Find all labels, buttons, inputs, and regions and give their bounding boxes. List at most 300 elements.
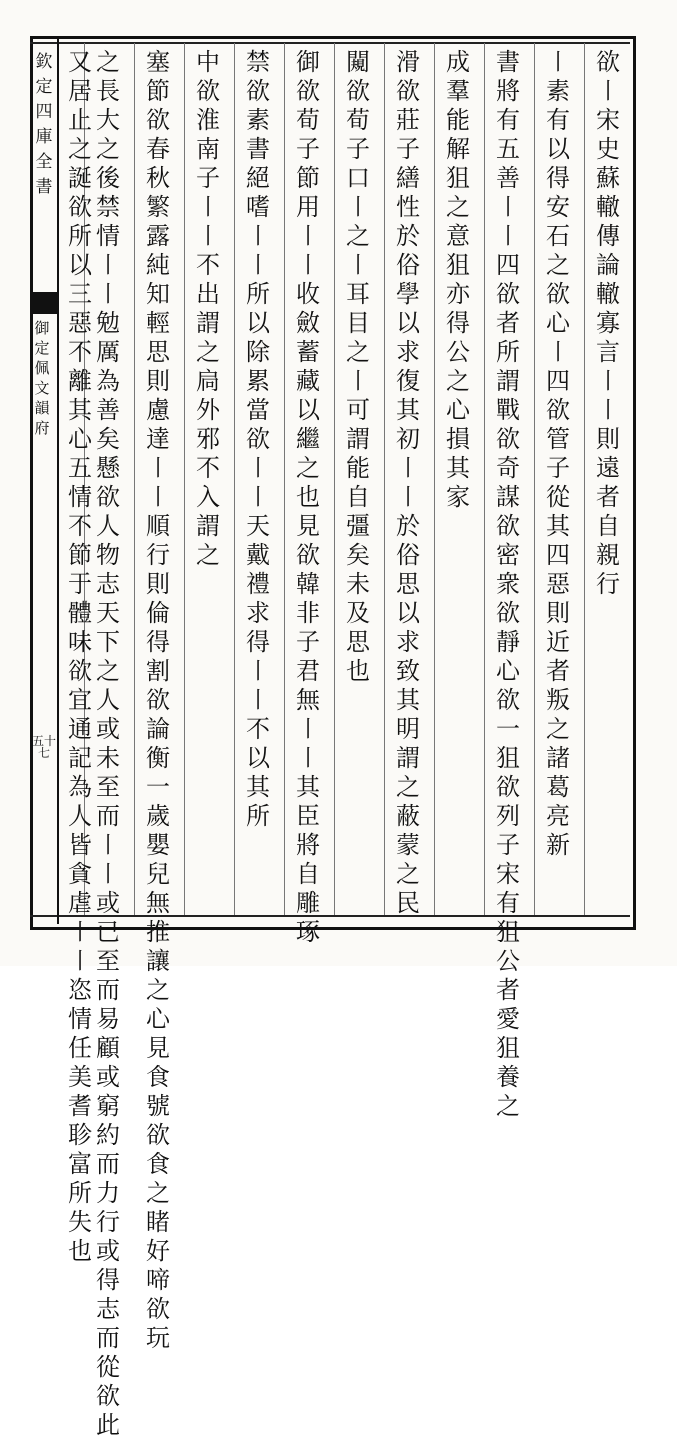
glyph: 子 xyxy=(496,831,520,859)
glyph: 為 xyxy=(96,367,120,395)
glyph: 則 xyxy=(146,570,170,598)
glyph: 親 xyxy=(596,541,620,569)
glyph: 達 xyxy=(146,425,170,453)
glyph: 欲 xyxy=(68,193,92,221)
glyph: 公 xyxy=(446,338,470,366)
glyph: 以 xyxy=(68,251,92,279)
glyph: 近 xyxy=(546,628,570,656)
glyph: 愛 xyxy=(496,1005,520,1033)
glyph: 之 xyxy=(96,135,120,163)
glyph: 虐 xyxy=(68,889,92,917)
glyph: 節 xyxy=(296,164,320,192)
glyph: 則 xyxy=(596,425,620,453)
glyph: 口 xyxy=(346,164,370,192)
glyph: 見 xyxy=(146,1034,170,1062)
glyph: 欲 xyxy=(68,657,92,685)
glyph: 禁 xyxy=(246,48,270,76)
text-column-4 xyxy=(435,48,481,908)
glyph: 君 xyxy=(296,657,320,685)
glyph: 禮 xyxy=(246,570,270,598)
glyph: 謂 xyxy=(346,425,370,453)
glyph: 〡 xyxy=(246,483,270,511)
glyph: 公 xyxy=(496,947,520,975)
glyph: 〡 xyxy=(346,193,370,221)
glyph: 聄 xyxy=(68,1121,92,1149)
glyph: 其 xyxy=(296,773,320,801)
glyph: 宋 xyxy=(596,106,620,134)
glyph: 於 xyxy=(396,512,420,540)
glyph: 節 xyxy=(146,77,170,105)
glyph: 志 xyxy=(96,570,120,598)
glyph: 出 xyxy=(196,280,220,308)
glyph: 見 xyxy=(296,512,320,540)
text-column-2 xyxy=(535,48,581,908)
glyph: 者 xyxy=(596,483,620,511)
glyph: 思 xyxy=(146,338,170,366)
glyph: 割 xyxy=(146,657,170,685)
glyph: 懸 xyxy=(96,454,120,482)
glyph: 露 xyxy=(146,222,170,250)
glyph: 從 xyxy=(96,1353,120,1381)
glyph: 〡 xyxy=(96,860,120,888)
glyph: 欲 xyxy=(96,483,120,511)
glyph: 人 xyxy=(68,802,92,830)
glyph: 雕 xyxy=(296,889,320,917)
glyph: 而 xyxy=(96,1324,120,1352)
glyph: 〡 xyxy=(246,686,270,714)
glyph: 欲 xyxy=(596,48,620,76)
glyph: 離 xyxy=(68,367,92,395)
glyph: 心 xyxy=(146,1005,170,1033)
glyph: 欲 xyxy=(246,425,270,453)
glyph: 所 xyxy=(246,280,270,308)
glyph: 之 xyxy=(496,1092,520,1120)
glyph: 之 xyxy=(396,773,420,801)
glyph: 恣 xyxy=(68,976,92,1004)
glyph: 耆 xyxy=(68,1092,92,1120)
glyph: 欲 xyxy=(296,77,320,105)
glyph: 〡 xyxy=(246,222,270,250)
glyph: 〡 xyxy=(496,193,520,221)
glyph: 宜 xyxy=(68,686,92,714)
glyph: 〡 xyxy=(96,251,120,279)
glyph: 者 xyxy=(496,976,520,1004)
glyph: 以 xyxy=(396,309,420,337)
glyph: 致 xyxy=(396,657,420,685)
glyph: 狙 xyxy=(446,164,470,192)
glyph: 彊 xyxy=(346,512,370,540)
glyph: 窮 xyxy=(96,1092,120,1120)
glyph: 善 xyxy=(496,164,520,192)
glyph: 其 xyxy=(396,396,420,424)
glyph: 或 xyxy=(96,715,120,743)
glyph: 亦 xyxy=(446,280,470,308)
glyph: 思 xyxy=(346,628,370,656)
glyph: 長 xyxy=(96,77,120,105)
glyph: 蓄 xyxy=(296,338,320,366)
glyph: 謂 xyxy=(396,744,420,772)
glyph: 秋 xyxy=(146,164,170,192)
glyph: 欲 xyxy=(196,77,220,105)
glyph: 戴 xyxy=(246,541,270,569)
glyph: 中 xyxy=(196,48,220,76)
glyph: 家 xyxy=(446,483,470,511)
side-label: 御定佩文韻府 xyxy=(34,319,50,437)
glyph: 不 xyxy=(196,454,220,482)
glyph: 誕 xyxy=(68,164,92,192)
glyph: 非 xyxy=(296,599,320,627)
glyph: 勉 xyxy=(96,309,120,337)
glyph: 天 xyxy=(96,599,120,627)
glyph: 〡 xyxy=(296,251,320,279)
glyph: 求 xyxy=(246,599,270,627)
glyph: 又 xyxy=(68,48,92,76)
glyph: 其 xyxy=(446,454,470,482)
glyph: 〡 xyxy=(246,657,270,685)
glyph: 皆 xyxy=(68,831,92,859)
glyph: 初 xyxy=(396,425,420,453)
glyph: 謂 xyxy=(496,367,520,395)
glyph: 已 xyxy=(96,918,120,946)
glyph: 狙 xyxy=(496,1034,520,1062)
glyph: 好 xyxy=(146,1237,170,1265)
glyph: 〡 xyxy=(496,222,520,250)
glyph: 性 xyxy=(396,193,420,221)
glyph: 志 xyxy=(96,1295,120,1323)
glyph: 之 xyxy=(68,135,92,163)
glyph: 〡 xyxy=(346,367,370,395)
glyph: 為 xyxy=(68,773,92,801)
text-column-10 xyxy=(135,48,181,1352)
glyph: 管 xyxy=(546,425,570,453)
glyph: 心 xyxy=(68,425,92,453)
glyph: 居 xyxy=(68,77,92,105)
glyph: 書 xyxy=(246,135,270,163)
glyph: 繼 xyxy=(296,425,320,453)
glyph: 自 xyxy=(596,512,620,540)
glyph: 貪 xyxy=(68,860,92,888)
glyph: 之 xyxy=(546,251,570,279)
glyph: 惡 xyxy=(68,309,92,337)
glyph: 欲 xyxy=(296,541,320,569)
glyph: 讓 xyxy=(146,947,170,975)
glyph: 富 xyxy=(68,1150,92,1178)
glyph: 狙 xyxy=(496,744,520,772)
glyph: 從 xyxy=(546,483,570,511)
glyph: 用 xyxy=(296,193,320,221)
glyph: 則 xyxy=(146,367,170,395)
glyph: 以 xyxy=(246,744,270,772)
glyph: 于 xyxy=(68,570,92,598)
glyph: 素 xyxy=(246,106,270,134)
glyph: 求 xyxy=(396,338,420,366)
glyph: 葛 xyxy=(546,773,570,801)
glyph: 約 xyxy=(96,1121,120,1149)
glyph: 天 xyxy=(246,512,270,540)
glyph: 而 xyxy=(96,976,120,1004)
glyph: 失 xyxy=(68,1208,92,1236)
glyph: 欲 xyxy=(496,280,520,308)
glyph: 行 xyxy=(596,570,620,598)
glyph: 韓 xyxy=(296,570,320,598)
glyph: 繁 xyxy=(146,193,170,221)
glyph: 也 xyxy=(68,1237,92,1265)
glyph: 嬰 xyxy=(146,831,170,859)
glyph: 以 xyxy=(396,599,420,627)
glyph: 言 xyxy=(596,338,620,366)
glyph: 〡 xyxy=(596,77,620,105)
glyph: 闚 xyxy=(346,48,370,76)
glyph: 未 xyxy=(346,570,370,598)
glyph: 能 xyxy=(446,106,470,134)
glyph: 〡 xyxy=(596,396,620,424)
glyph: 所 xyxy=(68,1179,92,1207)
glyph: 欲 xyxy=(546,280,570,308)
glyph: 解 xyxy=(446,135,470,163)
glyph: 之 xyxy=(96,657,120,685)
glyph: 五 xyxy=(68,454,92,482)
glyph: 知 xyxy=(146,280,170,308)
glyph: 之 xyxy=(296,454,320,482)
glyph: 論 xyxy=(596,251,620,279)
glyph: 史 xyxy=(596,135,620,163)
glyph: 所 xyxy=(68,222,92,250)
glyph: 斂 xyxy=(296,309,320,337)
glyph: 宋 xyxy=(496,860,520,888)
glyph: 慮 xyxy=(146,396,170,424)
glyph: 自 xyxy=(296,860,320,888)
glyph: 俗 xyxy=(396,251,420,279)
glyph: 其 xyxy=(546,512,570,540)
glyph: 以 xyxy=(246,309,270,337)
glyph: 者 xyxy=(546,657,570,685)
glyph: 欲 xyxy=(146,106,170,134)
glyph: 莊 xyxy=(396,106,420,134)
glyph: 羣 xyxy=(446,77,470,105)
glyph: 書 xyxy=(496,48,520,76)
glyph: 欲 xyxy=(496,425,520,453)
margin-title: 欽定四庫全書 xyxy=(35,52,53,197)
glyph: 〡 xyxy=(246,251,270,279)
glyph: 顧 xyxy=(96,1034,120,1062)
glyph: 密 xyxy=(496,541,520,569)
glyph: 〡 xyxy=(96,280,120,308)
glyph: 〡 xyxy=(546,338,570,366)
glyph: 琢 xyxy=(296,918,320,946)
glyph: 之 xyxy=(346,222,370,250)
glyph: 繕 xyxy=(396,164,420,192)
glyph: 能 xyxy=(346,454,370,482)
glyph: 號 xyxy=(146,1092,170,1120)
glyph: 遠 xyxy=(596,454,620,482)
glyph: 〡 xyxy=(246,454,270,482)
glyph: 人 xyxy=(96,512,120,540)
glyph: 之 xyxy=(446,367,470,395)
glyph: 欲 xyxy=(496,686,520,714)
glyph: 素 xyxy=(546,77,570,105)
glyph: 禁 xyxy=(96,193,120,221)
glyph: 一 xyxy=(496,715,520,743)
glyph: 子 xyxy=(296,135,320,163)
glyph: 〡 xyxy=(196,222,220,250)
glyph: 未 xyxy=(96,744,120,772)
glyph: 絕 xyxy=(246,164,270,192)
glyph: 得 xyxy=(96,1266,120,1294)
glyph: 至 xyxy=(96,947,120,975)
glyph: 於 xyxy=(396,222,420,250)
text-column-6 xyxy=(335,48,381,908)
glyph: 五 xyxy=(496,135,520,163)
glyph: 不 xyxy=(246,715,270,743)
glyph: 入 xyxy=(196,483,220,511)
glyph: 除 xyxy=(246,338,270,366)
top-rule xyxy=(30,42,630,44)
glyph: 四 xyxy=(546,367,570,395)
glyph: 有 xyxy=(496,106,520,134)
glyph: 外 xyxy=(196,396,220,424)
glyph: 四 xyxy=(496,251,520,279)
glyph: 大 xyxy=(96,106,120,134)
glyph: 臣 xyxy=(296,802,320,830)
glyph: 其 xyxy=(68,396,92,424)
glyph: 御 xyxy=(296,48,320,76)
glyph: 子 xyxy=(196,164,220,192)
glyph: 心 xyxy=(496,657,520,685)
glyph: 食 xyxy=(146,1063,170,1091)
glyph: 嗜 xyxy=(246,193,270,221)
glyph: 啼 xyxy=(146,1266,170,1294)
glyph: 養 xyxy=(496,1063,520,1091)
glyph: 思 xyxy=(396,570,420,598)
glyph: 厲 xyxy=(96,338,120,366)
glyph: 損 xyxy=(446,425,470,453)
glyph: 有 xyxy=(496,889,520,917)
glyph: 之 xyxy=(546,715,570,743)
glyph: 四 xyxy=(546,541,570,569)
glyph: 此 xyxy=(96,1411,120,1439)
glyph: 任 xyxy=(68,1034,92,1062)
glyph: 體 xyxy=(68,599,92,627)
glyph: 衆 xyxy=(496,570,520,598)
glyph: 蔽 xyxy=(396,802,420,830)
glyph: 心 xyxy=(446,396,470,424)
text-column-8 xyxy=(235,48,281,908)
glyph: 物 xyxy=(96,541,120,569)
glyph: 〡 xyxy=(68,918,92,946)
glyph: 人 xyxy=(96,686,120,714)
glyph: 〡 xyxy=(146,454,170,482)
glyph: 〡 xyxy=(68,947,92,975)
glyph: 子 xyxy=(346,135,370,163)
glyph: 無 xyxy=(146,889,170,917)
glyph: 當 xyxy=(246,396,270,424)
glyph: 石 xyxy=(546,222,570,250)
glyph: 節 xyxy=(68,541,92,569)
glyph: 情 xyxy=(68,1005,92,1033)
glyph: 之 xyxy=(146,1179,170,1207)
glyph: 蘇 xyxy=(596,164,620,192)
glyph: 欲 xyxy=(146,1121,170,1149)
glyph: 狙 xyxy=(446,251,470,279)
glyph: 記 xyxy=(68,744,92,772)
glyph: 〡 xyxy=(296,715,320,743)
glyph: 荀 xyxy=(296,106,320,134)
glyph: 邪 xyxy=(196,425,220,453)
glyph: 情 xyxy=(96,222,120,250)
glyph: 靜 xyxy=(496,628,520,656)
glyph: 之 xyxy=(196,541,220,569)
glyph: 〡 xyxy=(546,48,570,76)
glyph: 淮 xyxy=(196,106,220,134)
glyph: 止 xyxy=(68,106,92,134)
text-column-12 xyxy=(57,48,103,1265)
glyph: 轍 xyxy=(596,280,620,308)
glyph: 欲 xyxy=(96,1382,120,1410)
glyph: 子 xyxy=(396,135,420,163)
margin-black-band xyxy=(30,292,57,314)
glyph: 行 xyxy=(146,541,170,569)
glyph: 之 xyxy=(446,193,470,221)
glyph: 或 xyxy=(96,1237,120,1265)
glyph: 後 xyxy=(96,164,120,192)
glyph: 兒 xyxy=(146,860,170,888)
glyph: 奇 xyxy=(496,454,520,482)
glyph: 純 xyxy=(146,251,170,279)
glyph: 將 xyxy=(296,831,320,859)
glyph: 欲 xyxy=(146,686,170,714)
glyph: 轍 xyxy=(596,193,620,221)
glyph: 輕 xyxy=(146,309,170,337)
glyph: 矣 xyxy=(346,541,370,569)
glyph: 傳 xyxy=(596,222,620,250)
glyph: 及 xyxy=(346,599,370,627)
glyph: 扃 xyxy=(196,367,220,395)
glyph: 耳 xyxy=(346,280,370,308)
text-column-3 xyxy=(485,48,531,1120)
glyph: 〡 xyxy=(296,744,320,772)
glyph: 所 xyxy=(496,338,520,366)
glyph: 成 xyxy=(446,48,470,76)
glyph: 謂 xyxy=(196,309,220,337)
glyph: 可 xyxy=(346,396,370,424)
glyph: 復 xyxy=(396,367,420,395)
glyph: 心 xyxy=(546,309,570,337)
glyph: 之 xyxy=(346,338,370,366)
glyph: 寡 xyxy=(596,309,620,337)
glyph: 而 xyxy=(96,802,120,830)
glyph: 得 xyxy=(146,628,170,656)
glyph: 通 xyxy=(68,715,92,743)
glyph: 意 xyxy=(446,222,470,250)
glyph: 子 xyxy=(296,628,320,656)
glyph: 謂 xyxy=(196,512,220,540)
glyph: 而 xyxy=(96,1150,120,1178)
glyph: 得 xyxy=(246,628,270,656)
glyph: 諸 xyxy=(546,744,570,772)
glyph: 易 xyxy=(96,1005,120,1033)
glyph: 惡 xyxy=(546,570,570,598)
glyph: 新 xyxy=(546,831,570,859)
text-column-7 xyxy=(285,48,331,946)
glyph: 明 xyxy=(396,715,420,743)
glyph: 收 xyxy=(296,280,320,308)
glyph: 情 xyxy=(68,483,92,511)
glyph: 睹 xyxy=(146,1208,170,1236)
glyph: 無 xyxy=(296,686,320,714)
glyph: 不 xyxy=(68,338,92,366)
glyph: 塞 xyxy=(146,48,170,76)
glyph: 其 xyxy=(246,773,270,801)
